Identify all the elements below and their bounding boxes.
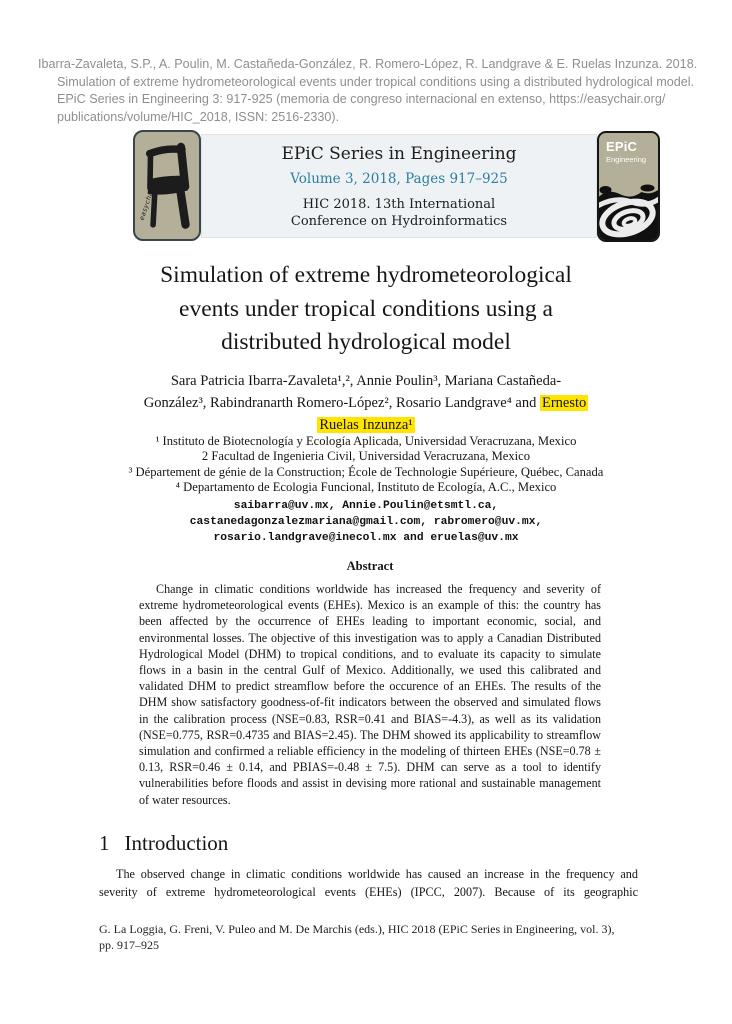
abstract-body: Change in climatic conditions worldwide has increased the frequency and severity of extreme hydrometeorological events (EHEs). Mexico is an example of this: the country has been affected by the occurrence of EHEs leading to important economic, social, and environmental losses. The objective of this investigation was to apply a Canadian Distributed Hydrological Model (DHM) to tropical conditions, and to evaluate its capacity to simulate flows in a basin in the central Gulf of Mexico. Additionally, we used this calibrated and validated DHM to predict streamflow before the occurence of an EHEs. The results of the DHM show satisfactory goodness-of-fit indicators between the observed and simulated flows in the calibration process (NSE=0.83, RSR=0.41 and BIAS=-4.3), as well as its validation (NSE=0.775, RSR=0.4735 and BIAS=2.45). The DHM showed its applicability to streamflow simulation and confirmed a reliable efficiency in the modeling of thirteen EHEs (NSE=0.78 ± 0.13, RSR=0.46 ± 0.14, and PBIAS=-0.48 ± 7.5). DHM can serve as a tool to identify vulnerabilities before floods and assist in devising more rational and sustainable management of water resources.	[139, 582, 601, 807]
citation-block	[38, 56, 724, 126]
affiliation-line: ³ Département de génie de la Construction; École de Technologie Supérieure, Québec, Canada	[128, 464, 604, 479]
chair-icon	[135, 132, 198, 238]
introduction-heading	[99, 831, 228, 856]
affiliation-line: 2 Facultad de Ingenieria Civil, Universidad Veracruzana, Mexico	[201, 449, 531, 464]
email-line: castanedagonzalezmariana@gmail.com, rabromero@uv.mx,	[189, 516, 543, 528]
title-line: events under tropical conditions using a	[179, 295, 553, 322]
easychair-label: easychair	[137, 185, 157, 222]
highlighted-author: Ruelas Inzunza¹	[319, 416, 413, 433]
conference-name	[202, 196, 596, 230]
footer-citation	[99, 922, 644, 954]
citation-line: Simulation of extreme hydrometeorological events under tropical conditions using a distributed hydrological model.	[57, 74, 695, 89]
citation-line: Ibarra-Zavaleta, S.P., A. Poulin, M. Castañeda-González, R. Romero-López, R. Landgrave & E. Ruelas Inzunza. 2018.	[38, 57, 698, 71]
epic-logo-name: EPiC	[606, 139, 638, 154]
easychair-logo	[133, 130, 201, 241]
affiliation-line: ¹ Instituto de Biotecnología y Ecología Aplicada, Universidad Veracruzana, Mexico	[155, 434, 577, 448]
section-number: 1	[99, 831, 110, 855]
conference-line: Conference on Hydroinformatics	[290, 214, 508, 229]
title-line: distributed hydrological model	[221, 329, 511, 355]
abstract-section	[139, 559, 601, 808]
title-line: Simulation of extreme hydrometeorological	[160, 262, 572, 288]
paper-title	[0, 259, 732, 360]
authors-line-text: González³, Rabindranarth Romero-López², Rosario Landgrave⁴ and	[143, 394, 540, 411]
abstract-heading: Abstract	[346, 559, 394, 573]
introduction-line: severity of extreme hydrometeorological events (EHEs) (IPCC, 2007). Because of its geographic	[99, 884, 638, 899]
citation-line: publications/volume/HIC_2018, ISSN: 2516-2330).	[57, 109, 340, 124]
epic-engineering-logo	[597, 131, 660, 242]
introduction-paragraph	[99, 866, 638, 901]
banner-center	[201, 134, 597, 238]
authors	[0, 371, 732, 436]
citation-line: EPiC Series in Engineering 3: 917-925 (memoria de congreso internacional en extenso, https://easychair.org/	[57, 92, 666, 107]
swirl-pattern-icon	[597, 184, 660, 242]
email-line: rosario.landgrave@inecol.mx and eruelas@uv.mx	[213, 532, 519, 544]
series-title: EPiC Series in Engineering	[281, 144, 517, 164]
footer-line: G. La Loggia, G. Freni, V. Puleo and M. De Marchis (eds.), HIC 2018 (EPiC Series in Engineering, vol. 3),	[99, 922, 615, 936]
volume-pages: Volume 3, 2018, Pages 917–925	[290, 171, 508, 187]
conference-line: HIC 2018. 13th International	[302, 197, 496, 212]
email-line: saibarra@uv.mx, Annie.Poulin@etsmtl.ca,	[233, 500, 499, 512]
introduction-line: The observed change in climatic conditions worldwide has caused an increase in the frequency and	[116, 867, 638, 881]
authors-line: Sara Patricia Ibarra-Zavaleta¹,², Annie Poulin³, Mariana Castañeda-	[170, 373, 562, 389]
section-title: Introduction	[124, 831, 229, 855]
epic-logo-subtitle: Engineering	[606, 155, 647, 164]
footer-line: pp. 917–925	[99, 937, 159, 952]
authors-line	[0, 393, 732, 415]
author-emails	[0, 498, 732, 546]
affiliations	[0, 434, 732, 496]
affiliation-line: ⁴ Departamento de Ecologia Funcional, Instituto de Ecología, A.C., Mexico	[175, 480, 557, 495]
epic-logo-text	[606, 139, 646, 164]
highlighted-author: Ernesto	[541, 394, 587, 411]
journal-banner	[133, 130, 660, 243]
